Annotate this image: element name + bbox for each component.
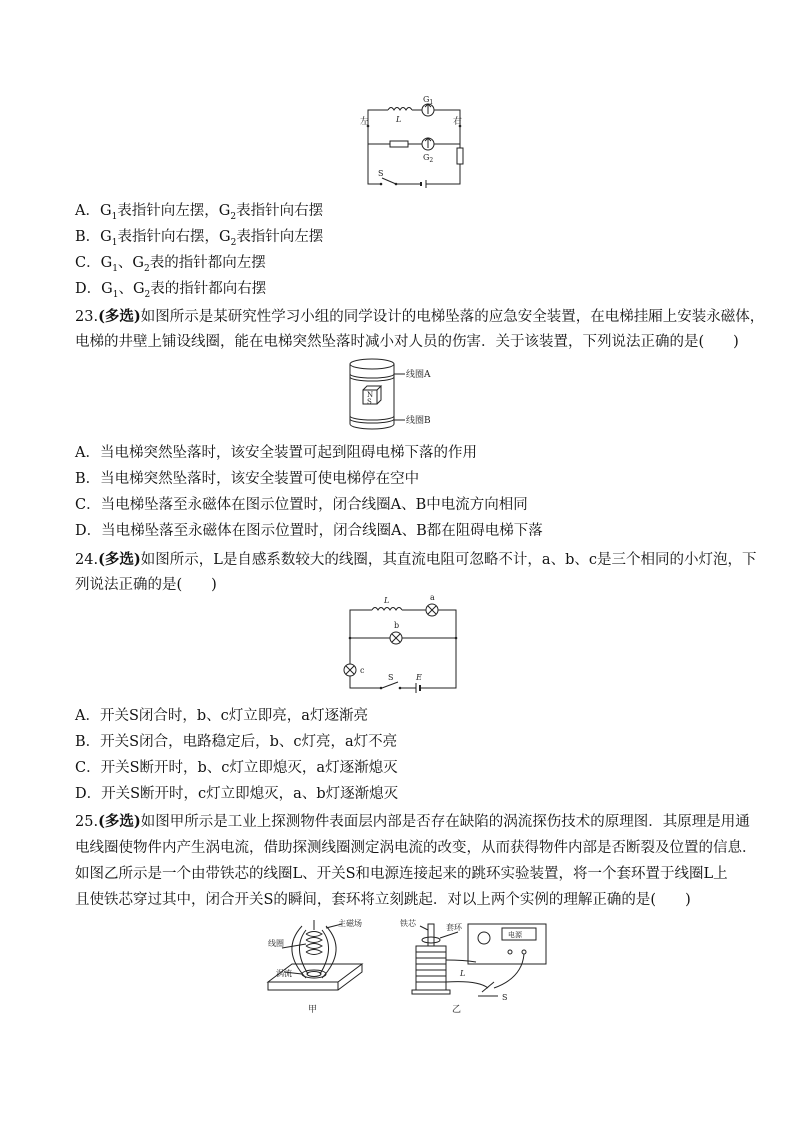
- q25-stem-line1: 25.(多选)如图甲所示是工业上探测物件表面层内部是否存在缺陷的涡流探伤技术的原理图．其原理是用通: [75, 813, 750, 830]
- q22-option-b: B．$G_1$表指针向右摆，$G_2$表指针向左摆: [75, 229, 324, 248]
- fig-yi-caption: 乙: [452, 1005, 462, 1015]
- fig3-label-s: S: [388, 673, 394, 682]
- coil-a-label: 线圈A: [406, 370, 431, 380]
- fig-yi-label-l: L: [460, 969, 466, 978]
- q24-number: 24.: [75, 552, 99, 568]
- q22-option-d: D．$G_1$、$G_2$表的指针都向右摆: [75, 281, 267, 300]
- fig-jia-caption: 甲: [308, 1005, 318, 1015]
- q23-option-b: B．当电梯突然坠落时，该安全装置可使电梯停在空中: [75, 471, 420, 487]
- coil-b-label: 线圈B: [406, 416, 431, 426]
- fig3-label-e: E: [416, 673, 422, 682]
- ring-label: 套环: [446, 923, 462, 932]
- eddy-label: 涡流: [276, 969, 292, 978]
- q22-option-a: A．$G_1$表指针向左摆，$G_2$表指针向右摆: [75, 203, 324, 222]
- figure-jumping-ring-yi: [398, 916, 558, 1016]
- fig-yi-label-s: S: [502, 993, 508, 1002]
- power-supply-label: 电源: [508, 931, 522, 939]
- q24-option-b: B．开关S闭合，电路稳定后，b、c灯亮，a灯不亮: [75, 734, 398, 750]
- magnet-n-label: N: [367, 391, 374, 399]
- fig3-label-a: a: [430, 594, 435, 602]
- magnet-s-label: S: [367, 398, 372, 406]
- fig3-label-b: b: [394, 621, 400, 630]
- figure-elevator-magnet: [345, 356, 465, 436]
- q23-stem-line2: 电梯的井壁上铺设线圈，能在电梯突然坠落时减小对人员的伤害．关于该装置，下列说法正确的是( ): [75, 334, 739, 350]
- figure-circuit-abc: [340, 594, 462, 694]
- q23-multi-tag: (多选): [98, 308, 141, 325]
- q24-option-d: D．开关S断开时，c灯立即熄灭，a、b灯逐渐熄灭: [75, 786, 399, 802]
- fig1-label-left: 左: [360, 117, 370, 127]
- q24-stem-line1: 24.(多选)如图所示，L是自感系数较大的线圈，其直流电阻可忽略不计，a、b、c是三个相同的小灯泡，下: [75, 551, 757, 568]
- q25-stem-line4: 且使铁芯穿过其中，闭合开关S的瞬间，套环将立刻跳起．对以上两个实例的理解正确的是( ): [75, 892, 691, 908]
- q24-option-c: C．开关S断开时，b、c灯立即熄灭，a灯逐渐熄灭: [75, 760, 398, 776]
- q23-number: 23.: [75, 309, 99, 325]
- q23-option-c: C．当电梯坠落至永磁体在图示位置时，闭合线圈A、B中电流方向相同: [75, 497, 528, 513]
- fig1-label-g1: $G_1$: [423, 95, 434, 106]
- q24-multi-tag: (多选): [98, 551, 141, 568]
- q23-option-a: A．当电梯突然坠落时，该安全装置可起到阻碍电梯下落的作用: [75, 445, 477, 461]
- coil-label: 线圈: [268, 939, 284, 948]
- fig3-label-l: L: [384, 596, 390, 605]
- q25-stem-line3: 如图乙所示是一个由带铁芯的线圈L、开关S和电源连接起来的跳环实验装置，将一个套环置于线圈L上: [75, 866, 728, 882]
- iron-core-label: 铁芯: [400, 919, 416, 928]
- q23-stem-line1: 23.(多选)如图所示是某研究性学习小组的同学设计的电梯坠落的应急安全装置，在电梯挂厢上安装永磁体，: [75, 308, 765, 325]
- q22-option-c: C．$G_1$、$G_2$表的指针都向左摆: [75, 255, 266, 274]
- fig1-label-s: S: [378, 169, 384, 178]
- fig3-label-c: c: [360, 666, 365, 675]
- main-field-label: 主磁场: [338, 919, 362, 928]
- figure-eddy-current-jia: [262, 916, 372, 1016]
- fig1-label-g2: $G_2$: [423, 153, 434, 164]
- fig1-label-right: 右: [453, 117, 463, 127]
- q24-stem-line2: 列说法正确的是( ): [75, 577, 217, 593]
- q25-number: 25.: [75, 814, 99, 830]
- q23-option-d: D．当电梯坠落至永磁体在图示位置时，闭合线圈A、B都在阻碍电梯下落: [75, 523, 543, 539]
- figure-circuit-g1-g2: [360, 92, 470, 190]
- q24-option-a: A．开关S闭合时，b、c灯立即亮，a灯逐渐亮: [75, 708, 368, 724]
- q25-stem-line2: 电线圈使物件内产生涡电流，借助探测线圈测定涡电流的改变，从而获得物件内部是否断裂及位置的信息．: [75, 840, 757, 856]
- q25-multi-tag: (多选): [98, 813, 141, 830]
- fig1-label-l: L: [396, 115, 402, 124]
